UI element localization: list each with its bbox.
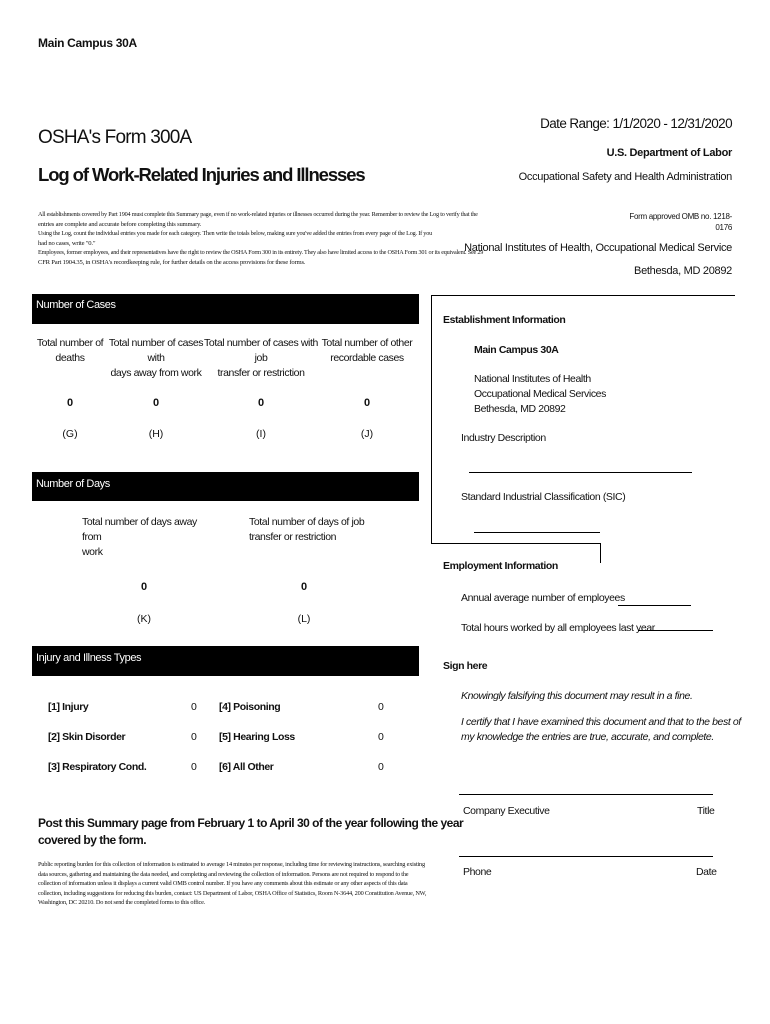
type-hearing-value: 0 (378, 731, 384, 743)
panel-border-right (600, 543, 601, 563)
burden-line: Public reporting burden for this collection of information is estimated to average 14 minutes per response, including time for reviewing instructions, searching existing (38, 861, 425, 868)
days-transfer-code: (L) (297, 613, 311, 625)
burden-line: data sources, gathering and maintaining the data needed, and completing and reviewing the collection of information. Persons are not required to respond to the (38, 870, 409, 878)
department: U.S. Department of Labor (606, 147, 732, 159)
instructions (38, 210, 498, 268)
col-label-line: work (82, 546, 103, 558)
col-label-line: transfer or restriction (249, 531, 337, 543)
certification-statement (461, 715, 741, 745)
address-line: Occupational Medical Services (474, 388, 606, 400)
burden-line: collection of information unless it displays a current valid OMB control number. If you have any comments about this estimate or any other aspects of this data (38, 880, 408, 888)
col-label-line: Total number of cases with job (204, 337, 318, 364)
cases-section-header: Number of Cases (32, 294, 419, 324)
omb-line-1: Form approved OMB no. 1218- (629, 212, 732, 221)
phone-date-field[interactable] (459, 856, 713, 857)
type-hearing-label: [5] Hearing Loss (219, 731, 295, 743)
cases-deaths-value: 0 (66, 397, 74, 409)
types-section-header: Injury and Illness Types (32, 646, 419, 676)
col-label-line: Total number of cases with (108, 337, 204, 364)
type-respiratory-value: 0 (191, 761, 197, 773)
omb-line-2: 0176 (715, 223, 732, 232)
col-label-line: recordable cases (330, 352, 404, 364)
avg-employees-field[interactable] (618, 605, 691, 606)
establishment-name: Main Campus 30A (474, 344, 559, 356)
sign-section-title: Sign here (443, 660, 488, 672)
col-label-line: transfer or restriction (217, 367, 305, 379)
cases-transfer-code: (I) (256, 428, 266, 440)
sic-label: Standard Industrial Classification (SIC) (461, 491, 626, 503)
type-poisoning-label: [4] Poisoning (219, 701, 281, 713)
days-section-header: Number of Days (32, 472, 419, 501)
instructions-line: CFR Part 1904.35, in OSHA's recordkeeping rule, for further details on the access provisions for these forms. (38, 258, 306, 266)
type-skin-label: [2] Skin Disorder (48, 731, 126, 743)
instructions-line: All establishments covered by Part 1904 must complete this Summary page, even if no work-related injuries or illnesses occurred during the year. Remember to review the Log to verify that the (38, 211, 478, 218)
institute-name: National Institutes of Health, Occupational Medical Service (464, 242, 732, 254)
type-other-label: [6] All Other (219, 761, 274, 773)
instructions-line: had no cases, write "0." (38, 239, 96, 247)
executive-signature-field[interactable] (459, 794, 713, 795)
cases-col-days-away-label (104, 336, 208, 381)
days-away-code: (K) (137, 613, 151, 625)
panel-border-left (431, 295, 432, 543)
type-injury-label: [1] Injury (48, 701, 89, 713)
burden-statement (38, 860, 433, 908)
burden-line: collection, including suggestions for reducing this burden, contact: US Department of Labor, OSHA Office of Statistics, Room N-3644, 200 Constitution Avenue, NW, (38, 889, 427, 897)
cases-col-deaths-label (32, 336, 108, 366)
company-executive-label: Company Executive (463, 805, 550, 817)
burden-line: Washington, DC 20210. Do not send the completed forms to this office. (38, 899, 206, 907)
col-label-line: deaths (55, 352, 85, 364)
type-respiratory-label: [3] Respiratory Cond. (48, 761, 147, 773)
days-transfer-value: 0 (300, 581, 308, 593)
sic-field[interactable] (474, 532, 600, 533)
instructions-line: Using the Log, count the individual entries you made for each category. Then write the totals below, making sure you've added the entries from every page of the Log. If you (38, 230, 432, 238)
industry-description-label: Industry Description (461, 432, 546, 444)
establishment-address (474, 372, 606, 417)
cases-deaths-code: (G) (62, 428, 78, 440)
days-away-value: 0 (140, 581, 148, 593)
type-poisoning-value: 0 (378, 701, 384, 713)
cases-other-value: 0 (363, 397, 371, 409)
cases-days-away-code: (H) (148, 428, 164, 440)
omb-approval (629, 211, 732, 233)
cases-days-away-value: 0 (152, 397, 160, 409)
cases-other-code: (J) (360, 428, 374, 440)
total-hours-label: Total hours worked by all employees last year (461, 622, 655, 634)
days-col-away-label (82, 515, 212, 560)
days-col-transfer-label (249, 515, 369, 545)
panel-border-bottom (431, 543, 601, 544)
certification-line: I certify that I have examined this document and that to the best of (461, 716, 741, 728)
avg-employees-label: Annual average number of employees (461, 592, 625, 604)
col-label-line: Total number of days away from (82, 516, 197, 543)
col-label-line: Total number of (36, 337, 104, 349)
agency: Occupational Safety and Health Administration (518, 171, 732, 183)
date-label: Date (696, 866, 717, 878)
establishment-tag: Main Campus 30A (38, 36, 137, 50)
total-hours-field[interactable] (638, 630, 713, 631)
industry-description-field[interactable] (469, 472, 692, 473)
type-injury-value: 0 (191, 701, 197, 713)
phone-label: Phone (463, 866, 492, 878)
posting-notice-line: covered by the form. (38, 833, 147, 847)
title-label: Title (697, 805, 715, 817)
col-label-line: Total number of days of job (249, 516, 365, 528)
log-title: Log of Work-Related Injuries and Illnesses (38, 164, 365, 185)
col-label-line: days away from work (110, 367, 202, 379)
instructions-line: entries are complete and accurate before completing this summary. (38, 220, 202, 228)
date-range: Date Range: 1/1/2020 - 12/31/2020 (540, 116, 732, 131)
employment-section-title: Employment Information (443, 560, 558, 572)
certification-line: my knowledge the entries are true, accurate, and complete. (461, 731, 714, 743)
establishment-section-title: Establishment Information (443, 314, 566, 326)
falsification-warning: Knowingly falsifying this document may result in a fine. (461, 690, 693, 702)
cases-col-transfer-label (204, 336, 318, 381)
cases-transfer-value: 0 (257, 397, 265, 409)
type-other-value: 0 (378, 761, 384, 773)
institute-city: Bethesda, MD 20892 (634, 265, 732, 277)
form-title: OSHA's Form 300A (38, 127, 192, 148)
cases-col-other-label (318, 336, 416, 366)
panel-border-top (431, 295, 735, 296)
type-skin-value: 0 (191, 731, 197, 743)
instructions-line: Employees, former employees, and their representatives have the right to review the OSHA Form 300 in its entirety. They also have limited access to the OSHA Form 301 or its equivalent. See 29 (38, 249, 484, 257)
address-line: National Institutes of Health (474, 373, 591, 385)
posting-notice (38, 815, 463, 849)
posting-notice-line: Post this Summary page from February 1 to April 30 of the year following the year (38, 816, 464, 830)
col-label-line: Total number of other (321, 337, 413, 349)
address-line: Bethesda, MD 20892 (474, 403, 566, 415)
